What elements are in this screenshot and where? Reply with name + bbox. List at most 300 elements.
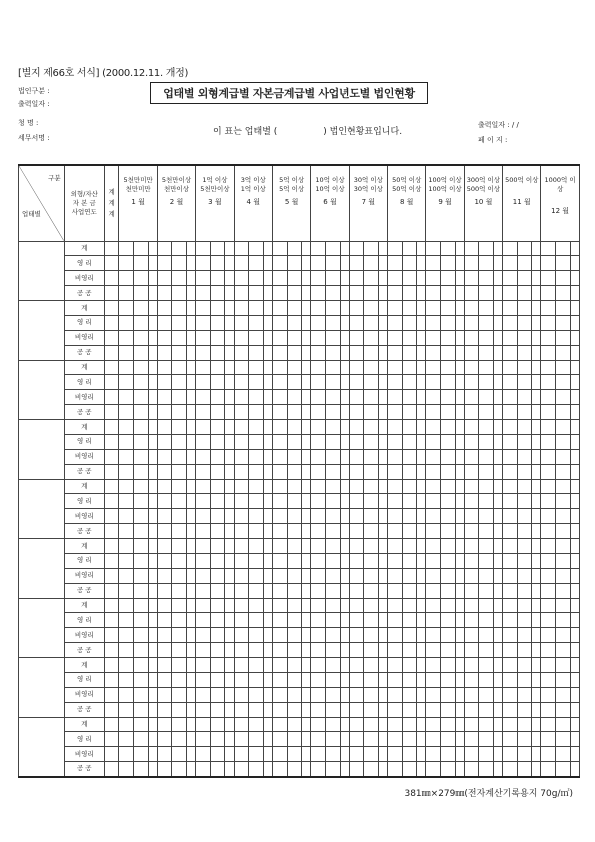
data-cell xyxy=(172,286,187,301)
data-cell xyxy=(263,747,272,762)
corner-label-category: 구분 xyxy=(48,174,61,182)
data-cell xyxy=(157,375,172,390)
column-header-line: 3억 이상 xyxy=(240,176,266,184)
data-cell xyxy=(234,553,249,568)
data-cell xyxy=(172,434,187,449)
data-cell xyxy=(287,687,302,702)
data-cell xyxy=(325,434,340,449)
data-cell xyxy=(187,345,196,360)
data-cell xyxy=(325,405,340,420)
data-cell xyxy=(503,315,518,330)
data-cell xyxy=(479,375,494,390)
data-cell xyxy=(210,286,225,301)
data-cell xyxy=(196,553,211,568)
data-cell xyxy=(570,271,579,286)
data-cell xyxy=(272,643,287,658)
data-cell xyxy=(464,405,479,420)
data-cell xyxy=(493,568,502,583)
data-cell xyxy=(119,672,134,687)
data-cell xyxy=(249,747,264,762)
data-cell xyxy=(325,568,340,583)
data-cell xyxy=(234,479,249,494)
data-cell xyxy=(272,315,287,330)
data-cell xyxy=(311,732,326,747)
data-cell xyxy=(426,286,441,301)
data-cell xyxy=(104,375,119,390)
data-cell xyxy=(532,271,541,286)
data-cell xyxy=(503,330,518,345)
column-header xyxy=(272,165,310,241)
data-cell xyxy=(493,717,502,732)
data-cell xyxy=(364,672,379,687)
data-cell xyxy=(234,375,249,390)
data-cell xyxy=(196,598,211,613)
row-label: 계 xyxy=(64,658,104,673)
data-cell xyxy=(148,449,157,464)
data-cell xyxy=(104,643,119,658)
data-cell xyxy=(570,747,579,762)
data-cell xyxy=(532,702,541,717)
data-cell xyxy=(119,762,134,777)
data-cell xyxy=(225,405,234,420)
data-cell xyxy=(541,360,556,375)
data-cell xyxy=(148,256,157,271)
column-header-line: 50억 이상 xyxy=(392,176,422,184)
data-cell xyxy=(440,613,455,628)
data-cell xyxy=(148,479,157,494)
data-cell xyxy=(148,286,157,301)
data-cell xyxy=(378,256,387,271)
data-cell xyxy=(340,598,349,613)
data-cell xyxy=(349,330,364,345)
data-cell xyxy=(440,390,455,405)
data-cell xyxy=(249,286,264,301)
data-cell xyxy=(340,702,349,717)
data-cell xyxy=(364,598,379,613)
data-cell xyxy=(234,747,249,762)
data-cell xyxy=(388,449,403,464)
data-cell xyxy=(364,568,379,583)
data-cell xyxy=(157,405,172,420)
data-cell xyxy=(364,301,379,316)
data-cell xyxy=(263,613,272,628)
data-cell xyxy=(302,464,311,479)
data-cell xyxy=(325,732,340,747)
data-cell xyxy=(464,613,479,628)
data-cell xyxy=(493,330,502,345)
data-cell xyxy=(272,524,287,539)
data-cell xyxy=(426,464,441,479)
business-type-cell xyxy=(19,420,65,480)
data-cell xyxy=(402,598,417,613)
data-cell xyxy=(493,345,502,360)
data-cell xyxy=(388,568,403,583)
data-cell xyxy=(503,658,518,673)
data-cell xyxy=(349,390,364,405)
data-cell xyxy=(493,613,502,628)
data-cell xyxy=(541,271,556,286)
data-cell xyxy=(417,568,426,583)
data-cell xyxy=(349,762,364,777)
data-cell xyxy=(541,345,556,360)
data-cell xyxy=(287,613,302,628)
data-cell xyxy=(541,464,556,479)
data-cell xyxy=(402,568,417,583)
business-type-cell xyxy=(19,241,65,301)
data-cell xyxy=(263,434,272,449)
data-cell xyxy=(464,643,479,658)
data-cell xyxy=(104,702,119,717)
data-cell xyxy=(541,479,556,494)
data-cell xyxy=(249,672,264,687)
data-cell xyxy=(210,301,225,316)
row-label: 영 리 xyxy=(64,315,104,330)
data-cell xyxy=(378,717,387,732)
row-label: 비영리 xyxy=(64,568,104,583)
data-cell xyxy=(364,524,379,539)
data-cell xyxy=(234,628,249,643)
data-cell xyxy=(302,658,311,673)
data-cell xyxy=(417,613,426,628)
data-cell xyxy=(426,271,441,286)
data-cell xyxy=(464,420,479,435)
data-cell xyxy=(157,568,172,583)
row-label: 계 xyxy=(64,539,104,554)
data-cell xyxy=(503,420,518,435)
data-cell xyxy=(134,643,149,658)
data-cell xyxy=(426,658,441,673)
data-cell xyxy=(249,464,264,479)
data-cell xyxy=(263,762,272,777)
data-cell xyxy=(225,762,234,777)
data-cell xyxy=(157,598,172,613)
data-cell xyxy=(417,241,426,256)
data-cell xyxy=(302,598,311,613)
data-cell xyxy=(556,271,571,286)
row-label: 비영리 xyxy=(64,271,104,286)
data-cell xyxy=(225,360,234,375)
data-cell xyxy=(349,315,364,330)
data-cell xyxy=(287,256,302,271)
data-cell xyxy=(402,315,417,330)
data-cell xyxy=(556,732,571,747)
data-cell xyxy=(157,449,172,464)
data-cell xyxy=(148,762,157,777)
data-cell xyxy=(417,420,426,435)
row-label: 비영리 xyxy=(64,449,104,464)
data-cell xyxy=(157,687,172,702)
data-cell xyxy=(134,628,149,643)
data-cell xyxy=(388,301,403,316)
data-cell xyxy=(287,524,302,539)
data-cell xyxy=(302,524,311,539)
data-cell xyxy=(325,539,340,554)
data-cell xyxy=(503,568,518,583)
data-cell xyxy=(234,345,249,360)
data-cell xyxy=(287,762,302,777)
data-cell xyxy=(364,345,379,360)
data-cell xyxy=(388,598,403,613)
data-cell xyxy=(172,315,187,330)
data-cell xyxy=(104,449,119,464)
row-label: 계 xyxy=(64,301,104,316)
data-cell xyxy=(455,345,464,360)
data-cell xyxy=(541,390,556,405)
data-cell xyxy=(148,672,157,687)
data-cell xyxy=(349,732,364,747)
data-cell xyxy=(263,524,272,539)
data-cell xyxy=(157,479,172,494)
data-cell xyxy=(426,330,441,345)
data-cell xyxy=(225,613,234,628)
row-label: 공 공 xyxy=(64,643,104,658)
data-cell xyxy=(196,524,211,539)
data-cell xyxy=(287,598,302,613)
data-cell xyxy=(570,628,579,643)
data-cell xyxy=(388,628,403,643)
data-cell xyxy=(440,687,455,702)
data-cell xyxy=(187,553,196,568)
data-cell xyxy=(272,271,287,286)
data-cell xyxy=(493,286,502,301)
data-cell xyxy=(287,345,302,360)
data-cell xyxy=(464,434,479,449)
data-cell xyxy=(148,643,157,658)
data-cell xyxy=(104,568,119,583)
data-cell xyxy=(196,494,211,509)
data-cell xyxy=(364,241,379,256)
column-header-line: 1 월 xyxy=(131,198,145,206)
column-header-line: 11 월 xyxy=(512,198,531,206)
data-cell xyxy=(210,717,225,732)
data-cell xyxy=(493,434,502,449)
data-cell xyxy=(402,390,417,405)
data-cell xyxy=(402,494,417,509)
data-cell xyxy=(556,494,571,509)
data-cell xyxy=(388,271,403,286)
data-cell xyxy=(249,762,264,777)
column-header xyxy=(196,165,234,241)
data-cell xyxy=(426,449,441,464)
data-cell xyxy=(263,375,272,390)
data-cell xyxy=(426,672,441,687)
data-cell xyxy=(196,687,211,702)
data-cell xyxy=(104,672,119,687)
data-cell xyxy=(311,271,326,286)
data-cell xyxy=(187,747,196,762)
data-cell xyxy=(426,553,441,568)
data-cell xyxy=(556,762,571,777)
data-cell xyxy=(464,524,479,539)
data-cell xyxy=(349,568,364,583)
data-cell xyxy=(157,747,172,762)
data-cell xyxy=(287,672,302,687)
data-cell xyxy=(302,628,311,643)
data-cell xyxy=(426,524,441,539)
data-cell xyxy=(364,286,379,301)
business-type-cell xyxy=(19,717,65,777)
form-subtitle: 이 표는 업태별 ( ) 법인현황표입니다. xyxy=(213,127,403,137)
data-cell xyxy=(517,643,532,658)
data-cell xyxy=(157,509,172,524)
data-cell xyxy=(134,271,149,286)
data-cell xyxy=(570,301,579,316)
data-cell xyxy=(417,598,426,613)
data-cell xyxy=(440,583,455,598)
data-cell xyxy=(148,509,157,524)
data-cell xyxy=(464,449,479,464)
data-cell xyxy=(570,241,579,256)
data-cell xyxy=(402,256,417,271)
data-cell xyxy=(172,717,187,732)
data-cell xyxy=(172,420,187,435)
data-cell xyxy=(172,747,187,762)
data-cell xyxy=(455,687,464,702)
data-cell xyxy=(517,345,532,360)
data-cell xyxy=(134,330,149,345)
business-type-cell xyxy=(19,539,65,599)
data-cell xyxy=(287,539,302,554)
data-cell xyxy=(364,464,379,479)
data-cell xyxy=(187,375,196,390)
data-cell xyxy=(464,509,479,524)
data-cell xyxy=(311,672,326,687)
data-cell xyxy=(440,315,455,330)
data-cell xyxy=(196,375,211,390)
data-cell xyxy=(172,494,187,509)
data-cell xyxy=(119,405,134,420)
data-cell xyxy=(378,583,387,598)
data-cell xyxy=(249,390,264,405)
data-cell xyxy=(532,315,541,330)
data-cell xyxy=(440,301,455,316)
data-cell xyxy=(417,494,426,509)
data-cell xyxy=(464,286,479,301)
data-cell xyxy=(172,464,187,479)
table-row xyxy=(19,553,580,568)
data-cell xyxy=(517,286,532,301)
data-cell xyxy=(455,628,464,643)
data-cell xyxy=(302,732,311,747)
data-cell xyxy=(119,390,134,405)
table-row xyxy=(19,464,580,479)
data-cell xyxy=(272,658,287,673)
data-cell xyxy=(311,390,326,405)
data-cell xyxy=(503,479,518,494)
data-cell xyxy=(225,301,234,316)
data-cell xyxy=(493,732,502,747)
column-header xyxy=(503,165,541,241)
data-cell xyxy=(426,301,441,316)
data-cell xyxy=(302,256,311,271)
data-cell xyxy=(532,375,541,390)
data-cell xyxy=(532,390,541,405)
data-cell xyxy=(104,628,119,643)
data-cell xyxy=(210,613,225,628)
data-cell xyxy=(134,390,149,405)
data-cell xyxy=(503,375,518,390)
data-cell xyxy=(119,539,134,554)
data-cell xyxy=(402,286,417,301)
data-cell xyxy=(556,568,571,583)
data-cell xyxy=(556,434,571,449)
data-cell xyxy=(340,241,349,256)
data-cell xyxy=(325,390,340,405)
data-cell xyxy=(532,449,541,464)
data-cell xyxy=(249,568,264,583)
data-cell xyxy=(493,464,502,479)
data-cell xyxy=(517,390,532,405)
data-cell xyxy=(311,330,326,345)
data-cell xyxy=(493,762,502,777)
data-cell xyxy=(119,271,134,286)
data-cell xyxy=(479,345,494,360)
table-row xyxy=(19,539,580,554)
column-header-line: 9 월 xyxy=(438,198,452,206)
row-label: 영 리 xyxy=(64,494,104,509)
data-cell xyxy=(503,643,518,658)
data-cell xyxy=(541,241,556,256)
data-cell xyxy=(570,256,579,271)
data-cell xyxy=(187,494,196,509)
data-cell xyxy=(503,539,518,554)
data-cell xyxy=(402,301,417,316)
data-cell xyxy=(464,479,479,494)
data-cell xyxy=(134,434,149,449)
label-tax-office: 세무서명 : xyxy=(18,134,50,142)
data-cell xyxy=(479,405,494,420)
data-cell xyxy=(440,598,455,613)
data-cell xyxy=(157,583,172,598)
table-row xyxy=(19,628,580,643)
data-cell xyxy=(364,390,379,405)
data-cell xyxy=(119,464,134,479)
data-cell xyxy=(104,434,119,449)
data-cell xyxy=(455,732,464,747)
data-cell xyxy=(325,464,340,479)
row-label: 계 xyxy=(64,598,104,613)
data-cell xyxy=(311,241,326,256)
data-cell xyxy=(455,553,464,568)
data-cell xyxy=(464,375,479,390)
data-cell xyxy=(196,762,211,777)
column-header-line: 천만미만 xyxy=(125,185,151,193)
data-cell xyxy=(464,583,479,598)
data-cell xyxy=(234,509,249,524)
data-cell xyxy=(325,762,340,777)
data-cell xyxy=(172,658,187,673)
data-cell xyxy=(225,687,234,702)
data-cell xyxy=(493,449,502,464)
data-cell xyxy=(455,330,464,345)
data-cell xyxy=(249,420,264,435)
data-cell xyxy=(532,405,541,420)
data-cell xyxy=(263,687,272,702)
data-cell xyxy=(426,717,441,732)
data-cell xyxy=(272,509,287,524)
data-cell xyxy=(556,613,571,628)
data-cell xyxy=(249,301,264,316)
data-cell xyxy=(455,583,464,598)
data-cell xyxy=(455,301,464,316)
data-cell xyxy=(455,672,464,687)
data-cell xyxy=(503,732,518,747)
column-header-line xyxy=(503,185,540,194)
data-cell xyxy=(440,449,455,464)
data-cell xyxy=(402,479,417,494)
data-cell xyxy=(364,539,379,554)
data-cell xyxy=(272,330,287,345)
